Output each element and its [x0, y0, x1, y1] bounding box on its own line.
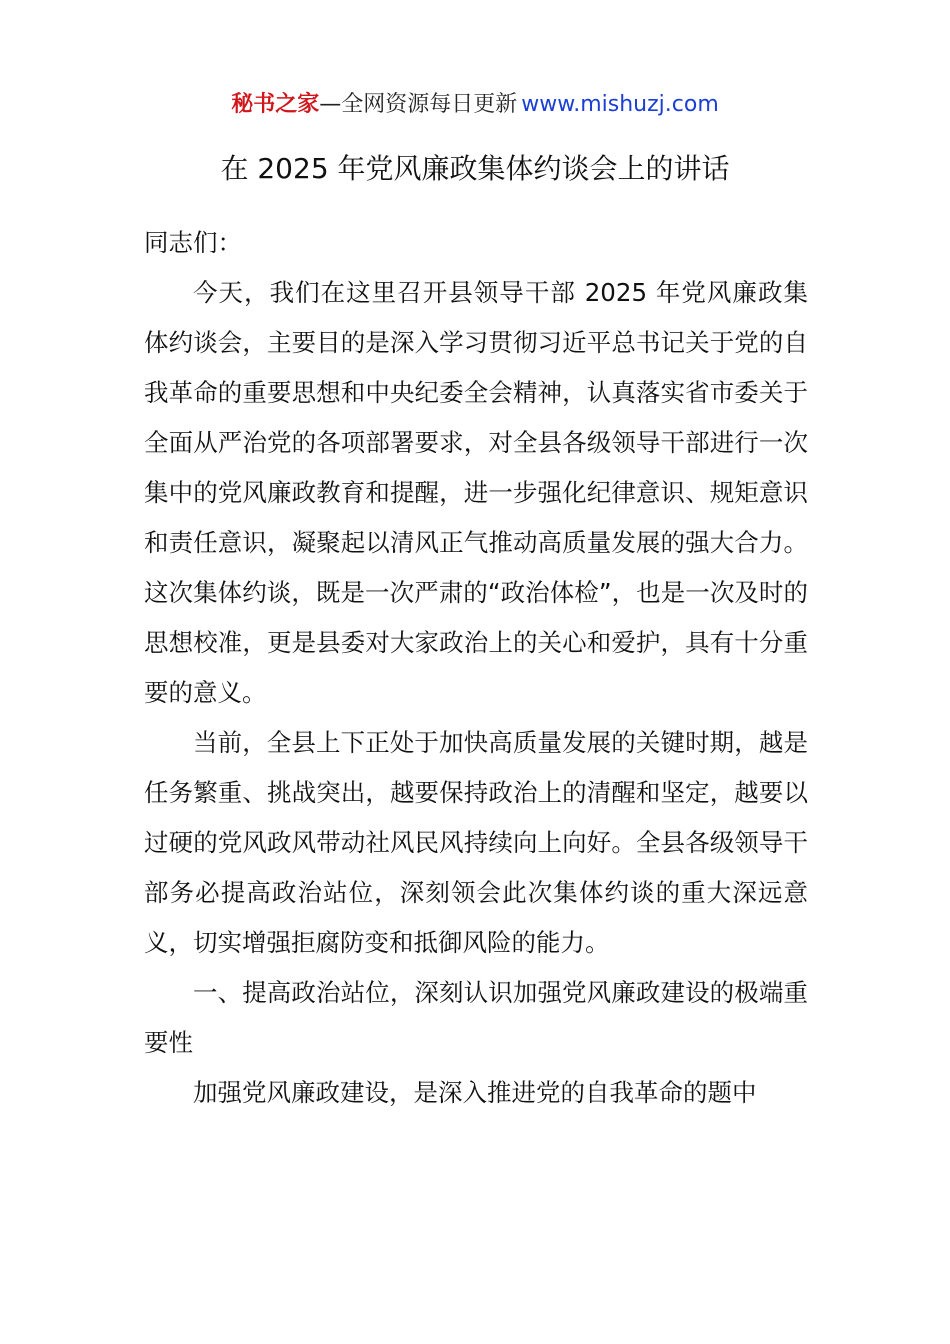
salutation: 同志们：	[144, 228, 242, 257]
banner-dash: —	[319, 92, 342, 117]
site-url-link[interactable]: www.mishuzj.com	[521, 92, 719, 117]
document-title: 在 2025 年党风廉政集体约谈会上的讲话	[220, 152, 730, 185]
paragraph: 当前，全县上下正处于加快高质量发展的关键时期，越是任务繁重、挑战突出，越要保持政治上的清醒和坚定，越要以过硬的党风政风带动社风民风持续向上向好。全县各级领导干部务必提高政治站位，深刻领会此次集体约谈的重大深远意义，切实增强拒腐防变和抵御风险的能力。	[144, 728, 808, 957]
section-heading: 一、提高政治站位，深刻认识加强党风廉政建设的极端重要性	[144, 978, 808, 1057]
banner-slogan: 全网资源每日更新	[341, 92, 518, 117]
paragraph: 今天，我们在这里召开县领导干部 2025 年党风廉政集体约谈会，主要目的是深入学习贯彻习近平总书记关于党的自我革命的重要思想和中央纪委全会精神，认真落实省市委关于全面从严治党的各项部署要求，对全县各级领导干部进行一次集中的党风廉政教育和提醒，进一步强化纪律意识、规矩意识和责任意识，凝聚起以清风正气推动高质量发展的强大合力。这次集体约谈，既是一次严肃的“政治体检”，也是一次及时的思想校准，更是县委对大家政治上的关心和爱护，具有十分重要的意义。	[144, 278, 808, 707]
paragraph: 加强党风廉政建设，是深入推进党的自我革命的题中	[193, 1078, 757, 1107]
document-body	[144, 218, 808, 1118]
site-banner	[0, 88, 950, 122]
brand-name: 秘书之家	[231, 92, 320, 117]
